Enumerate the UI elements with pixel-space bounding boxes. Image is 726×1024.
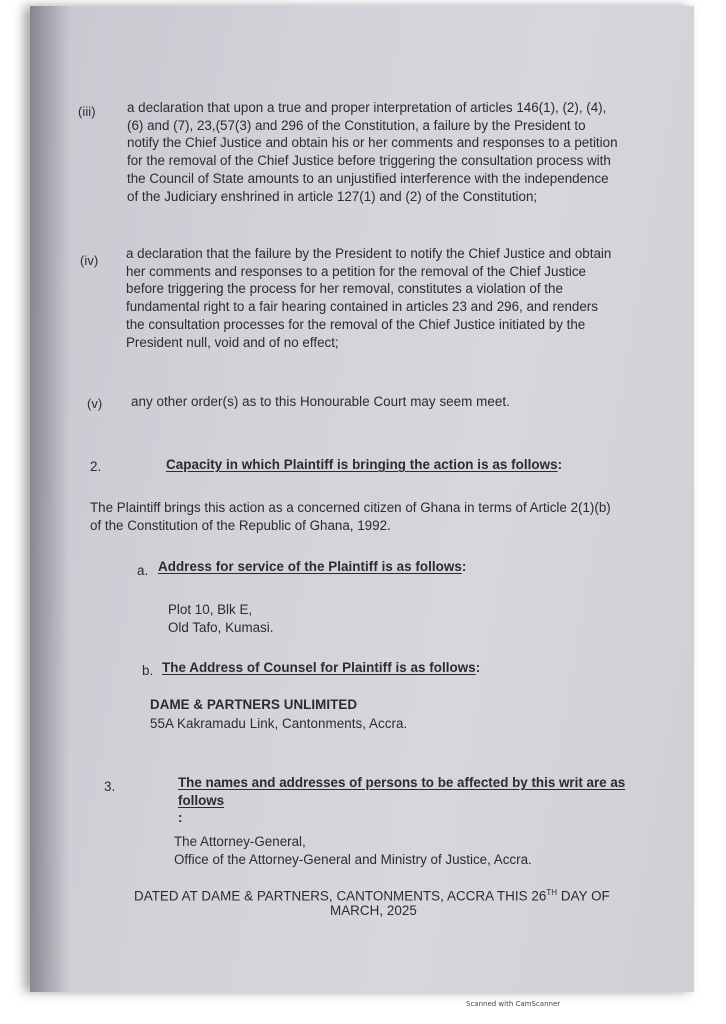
dated-line-2: MARCH, 2025 <box>330 903 417 918</box>
section-2-heading-colon: : <box>557 457 563 472</box>
section-3-heading-colon: : <box>178 810 183 826</box>
plaintiff-address-line: Old Tafo, Kumasi. <box>168 619 274 635</box>
section-3-heading <box>178 774 625 827</box>
document-page <box>30 6 694 992</box>
section-2b-heading <box>162 659 480 677</box>
section-2a-label: a. <box>137 563 149 578</box>
item-v-text: any other order(s) as to this Honourable Court may seem meet. <box>131 394 510 409</box>
dated-superscript: TH <box>546 888 558 897</box>
item-iv-line: the consultation processes for the removal of the Chief Justice initiated by the <box>126 316 586 332</box>
section-2-number: 2. <box>90 459 102 474</box>
item-iii-line: of the Judiciary enshrined in article 127(1) and (2) of the Constitution; <box>127 188 538 204</box>
section-2a-heading-colon: : <box>461 559 467 574</box>
item-iv-label: (iv) <box>80 253 99 268</box>
section-2b-heading-text: The Address of Counsel for Plaintiff is as follows <box>162 660 476 675</box>
section-3-heading-line-2 <box>178 792 625 827</box>
item-iv-line: a declaration that the failure by the President to notify the Chief Justice and obtain <box>126 246 612 261</box>
section-2-heading-text: Capacity in which Plaintiff is bringing the action is as follows <box>166 457 558 472</box>
item-iv-line: President null, void and of no effect; <box>126 334 339 350</box>
item-iii-line: (6) and (7), 23,(57(3) and 296 of the Constitution, a failure by the President to <box>127 117 586 133</box>
section-3-heading-text: follows <box>178 792 225 808</box>
plaintiff-address-line: Plot 10, Blk E, <box>168 602 253 617</box>
section-2a-heading <box>158 558 466 576</box>
section-3-number: 3. <box>104 779 116 794</box>
affected-person-line: Office of the Attorney-General and Ministry of Justice, Accra. <box>174 851 532 867</box>
item-iii-line: a declaration that upon a true and proper interpretation of articles 146(1), (2), (4), <box>127 100 607 115</box>
section-2-body-line: of the Constitution of the Republic of Ghana, 1992. <box>90 517 391 533</box>
affected-person-line: The Attorney-General, <box>174 834 306 849</box>
counsel-address: 55A Kakramadu Link, Cantonments, Accra. <box>150 716 408 731</box>
section-2-body-line: The Plaintiff brings this action as a concerned citizen of Ghana in terms of Article 2(1)(b) <box>90 500 611 515</box>
item-iii-line: notify the Chief Justice and obtain his or her comments and responses to a petition <box>127 135 618 151</box>
item-iii-line: the Council of State amounts to an unjustified interference with the independence <box>127 170 609 186</box>
section-3-heading-line: The names and addresses of persons to be affected by this writ are as <box>178 775 626 790</box>
item-iv-line: fundamental right to a fair hearing contained in articles 23 and 296, and renders <box>126 299 598 315</box>
item-iii-label: (iii) <box>78 104 96 119</box>
item-v-label: (v) <box>87 396 103 411</box>
item-iv-line: before triggering the process for her removal, constitutes a violation of the <box>126 281 563 297</box>
item-iv-line: her comments and responses to a petition for the removal of the Chief Justice <box>126 263 586 279</box>
item-iv-text <box>126 245 611 351</box>
section-2b-heading-colon: : <box>475 660 481 675</box>
section-2a-heading-text: Address for service of the Plaintiff is as follows <box>158 559 462 574</box>
affected-persons <box>174 833 532 868</box>
section-2-heading <box>166 456 562 474</box>
page-fold-shadow <box>30 6 70 992</box>
scanner-watermark: Scanned with CamScanner <box>466 1000 561 1008</box>
section-2b-label: b. <box>142 663 154 678</box>
item-iii-text <box>127 99 618 205</box>
plaintiff-address <box>168 601 273 636</box>
dated-prefix: DATED AT DAME & PARTNERS, CANTONMENTS, ACCRA THIS 26 <box>134 888 547 904</box>
dated-suffix: DAY OF <box>557 888 610 904</box>
counsel-firm-name: DAME & PARTNERS UNLIMITED <box>150 697 358 712</box>
section-2-body <box>90 499 611 534</box>
item-iii-line: for the removal of the Chief Justice before triggering the consultation process with <box>127 153 611 169</box>
